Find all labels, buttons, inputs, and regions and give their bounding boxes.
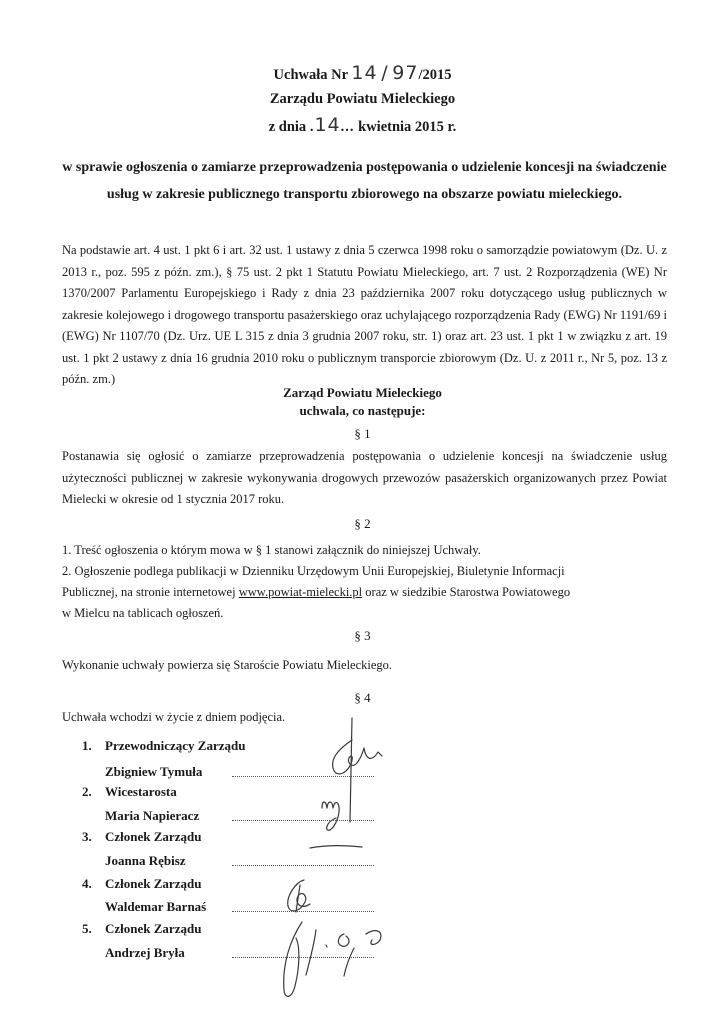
signatory-5-role: 5. Członek Zarządu: [82, 921, 202, 936]
signatory-3-name: Joanna Rębisz: [105, 853, 186, 868]
handwritten-slash: /: [381, 62, 389, 84]
resolution-prefix: Uchwała Nr: [273, 67, 348, 83]
section-2-item-2-pre: Publicznej, na stronie internetowej: [62, 585, 239, 599]
signatory-4-role: 4. Członek Zarządu: [82, 876, 202, 891]
section-2-mark: § 2: [354, 516, 371, 531]
resolves-intro: uchwala, co następuje:: [299, 403, 426, 418]
signature-1-mark: [333, 740, 382, 774]
resolution-subject: w sprawie ogłoszenia o zamiarze przeprowadzenia postępowania o udzielenie koncesji na świadczenie usług w zakresie publicznego transportu zbiorowego na obszarze powiatu mieleckiego.: [62, 160, 667, 202]
resolution-date-line: z dnia .14... kwietnia 2015 r.: [268, 114, 457, 136]
powiat-website-link[interactable]: www.powiat-mielecki.pl: [238, 585, 363, 599]
signatory-2-name: Maria Napieracz: [105, 808, 200, 823]
signature-5-mark: [284, 922, 381, 996]
section-4-text: Uchwała wchodzi w życie z dniem podjęcia.: [62, 710, 286, 724]
section-2-item-2-line-2: [62, 582, 570, 604]
signature-line-4: [232, 911, 374, 912]
signatory-2-role: 2. Wicestarosta: [82, 784, 177, 799]
signature-3-mark: [310, 846, 362, 848]
signature-4-mark: [288, 880, 310, 912]
resolution-year: /2015: [418, 67, 452, 83]
section-2-item-2-post: oraz w siedzibie Starostwa Powiatowego: [362, 585, 571, 599]
handwritten-number-2: 97: [392, 62, 419, 84]
resolving-body: Zarząd Powiatu Mieleckiego: [283, 385, 442, 400]
section-2-item-2-line-1: 2. Ogłoszenie podlega publikacji w Dzienniku Urzędowym Unii Europejskiej, Biuletynie Informacji: [62, 564, 565, 578]
handwritten-number: 14: [351, 62, 378, 84]
section-2-item-1: 1. Treść ogłoszenia o którym mowa w § 1 stanowi załącznik do niniejszej Uchwały.: [62, 543, 481, 557]
section-4-mark: § 4: [354, 690, 371, 705]
signatory-5-name: Andrzej Bryła: [105, 945, 185, 960]
section-1-text: Postanawia się ogłosić o zamiarze przeprowadzenia postępowania o udzielenie koncesji na świadczenie usług użyteczności publicznej w zakresie wykonywania drogowych przewozów pasażerskich organizowanych przez Powiat Mielecki w okresie od 1 stycznia 2017 roku.: [62, 449, 667, 506]
issuing-body: Zarządu Powiatu Mieleckiego: [269, 91, 456, 107]
handwritten-day: 14: [314, 114, 341, 136]
signatory-1-role: 1. Przewodniczący Zarządu: [82, 738, 246, 753]
date-suffix: kwietnia 2015 r.: [358, 119, 457, 135]
section-1-mark: § 1: [354, 426, 371, 441]
section-2-item-2-line-3: w Mielcu na tablicach ogłoszeń.: [62, 606, 224, 620]
signature-2-mark: [322, 802, 339, 830]
date-prefix: z dnia: [268, 119, 307, 135]
signature-line-2: [232, 820, 374, 821]
signatory-4-name: Waldemar Barnaś: [105, 899, 207, 914]
signature-line-1: [232, 776, 374, 777]
legal-basis-paragraph: Na podstawie art. 4 ust. 1 pkt 6 i art. 32 ust. 1 ustawy z dnia 5 czerwca 1998 roku o samorządzie powiatowym (Dz. U. z 2013 r., poz. 595 z późn. zm.), § 75 ust. 2 pkt 1 Statutu Powiatu Mieleckiego, art. 7 ust. 2 Rozporządzenia (WE) Nr 1370/2007 Parlamentu Europejskiego i Rady z dnia 23 października 2007 roku dotyczącego usług publicznych w zakresie kolejowego i drogowego transportu pasażerskiego oraz uchylającego rozporządzenia Rady (EWG) Nr 1191/69 i (EWG) Nr 1107/70 (Dz. Urz. UE L 315 z dnia 3 grudnia 2007 roku, str. 1) oraz art. 23 ust. 1 pkt 1 w związku z art. 19 ust. 1 pkt 2 ustawy z dnia 16 grudnia 2010 roku o publicznym transporcie zbiorowym (Dz. U. z 2011 r., Nr 5, poz. 13 z późn. zm.): [62, 243, 667, 386]
section-3-mark: § 3: [354, 628, 371, 643]
section-3-text: Wykonanie uchwały powierza się Staroście Powiatu Mieleckiego.: [62, 658, 393, 672]
signatory-1-name: Zbigniew Tymuła: [105, 764, 203, 779]
signature-line-3: [232, 865, 374, 866]
signature-line-5: [232, 957, 374, 958]
resolution-number-line: [0, 62, 725, 84]
signatory-3-role: 3. Członek Zarządu: [82, 829, 202, 844]
